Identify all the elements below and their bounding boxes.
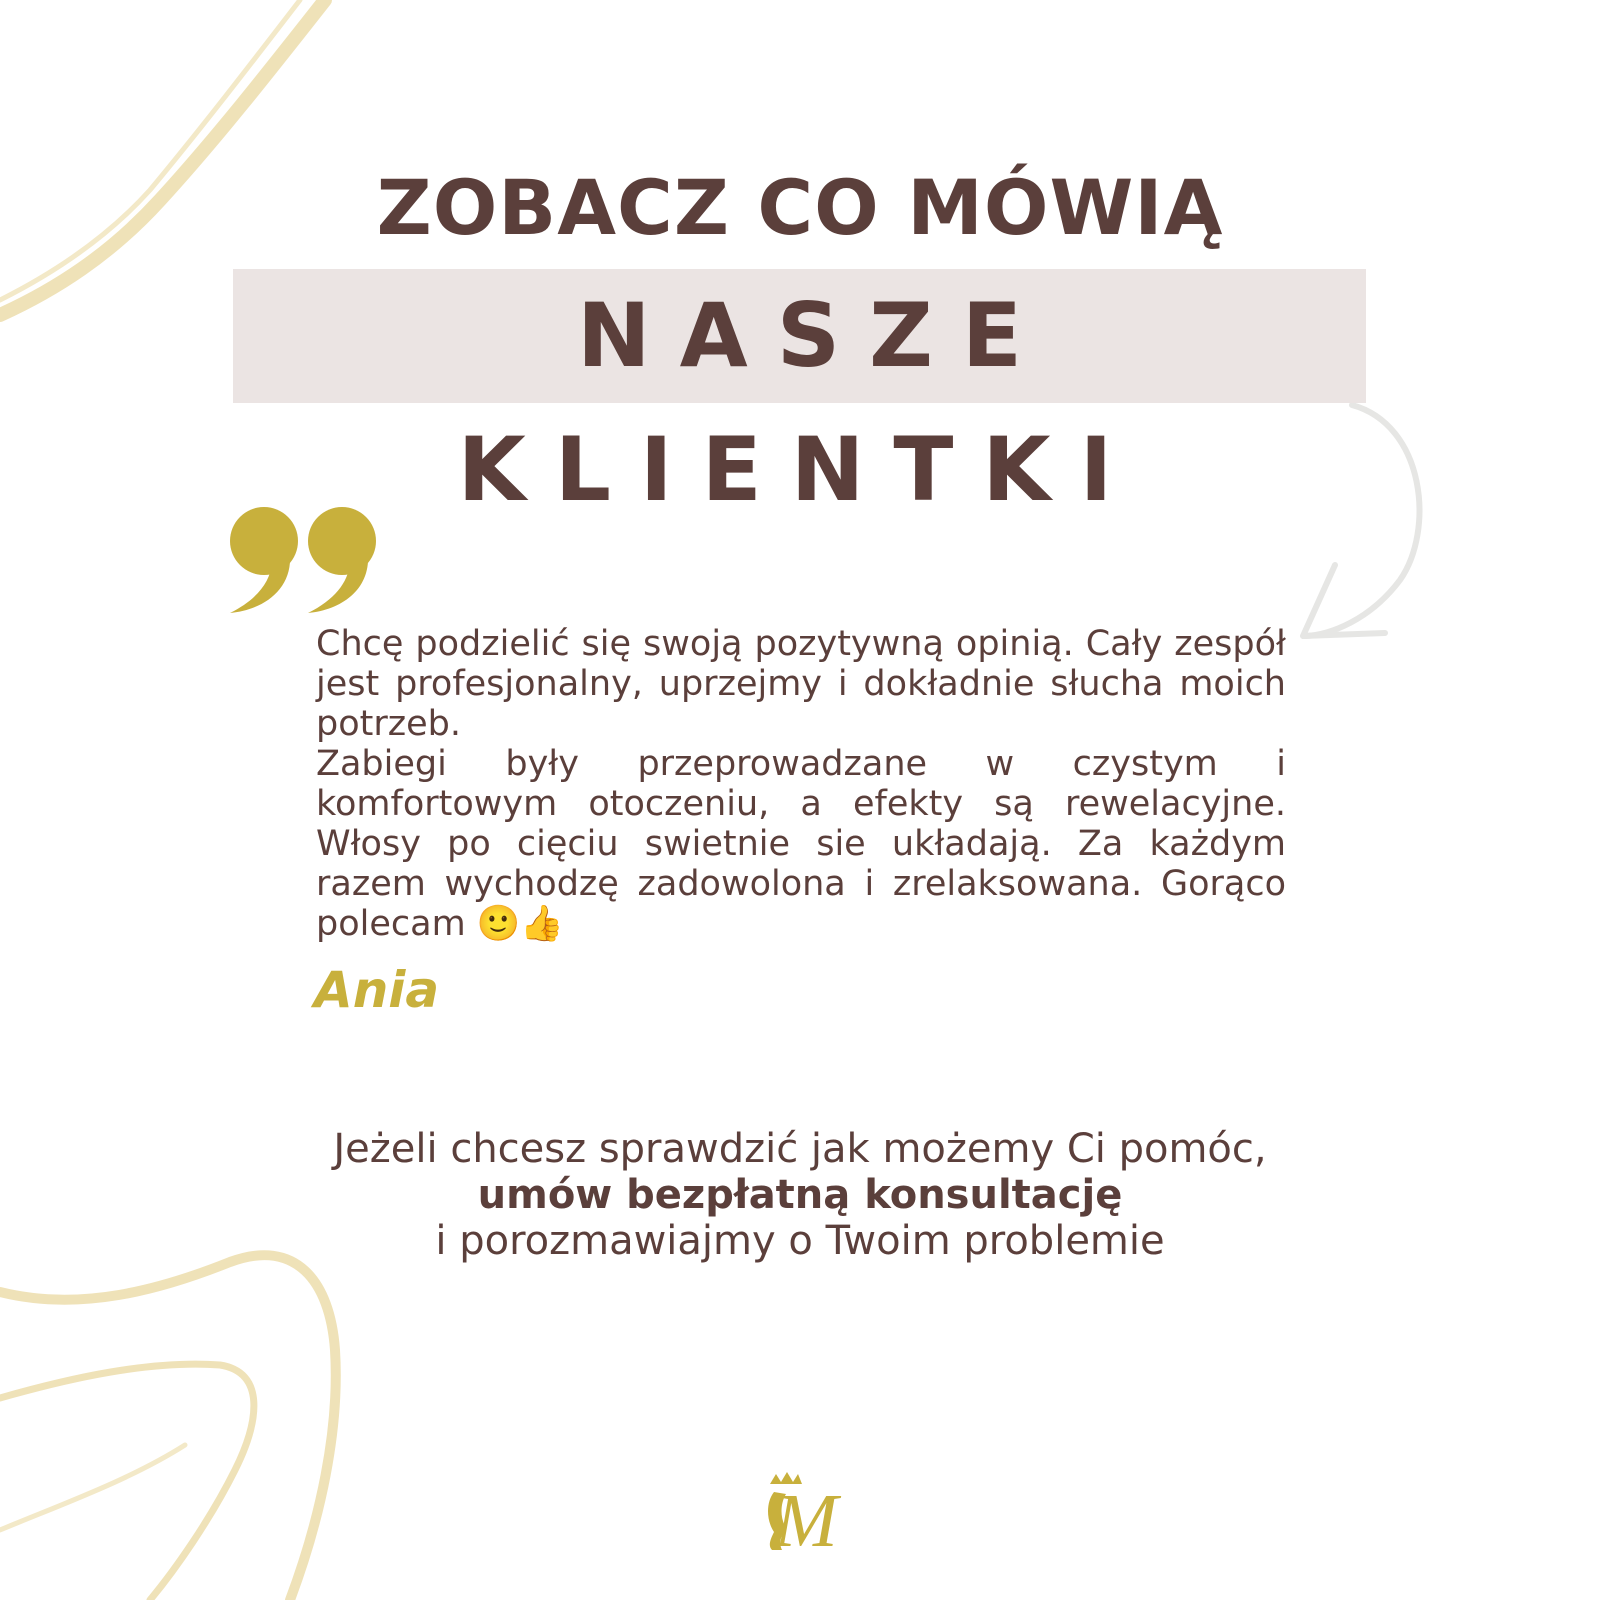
bottom-left-stroke-2 [0, 1364, 254, 1600]
cta-line-2: umów bezpłatną konsultację [477, 1172, 1123, 1218]
call-to-action [0, 1126, 1600, 1264]
curved-arrow-icon [1303, 405, 1419, 636]
crown-m-logo-icon [760, 1470, 844, 1552]
testimonial-author: Ania [314, 961, 440, 1019]
testimonial-text [316, 624, 1286, 944]
bottom-left-stroke-1 [0, 1255, 336, 1600]
testimonial-paragraph-1: Chcę podzielić się swoją pozytywną opinią. Cały zespół jest profesjonalny, uprzejmy i dokładnie słucha moich potrzeb. [316, 624, 1286, 744]
bottom-left-stroke-3 [0, 1445, 185, 1530]
logo-letter: M [774, 1479, 838, 1552]
heading-line-1: ZOBACZ CO MÓWIĄ [376, 163, 1224, 252]
cta-line-1: Jeżeli chcesz sprawdzić jak możemy Ci pomóc, [333, 1126, 1267, 1172]
heading-line-2: NASZE KLIENTKI [457, 284, 1142, 521]
quote-mark-icon [228, 505, 380, 617]
cta-line-3: i porozmawiajmy o Twoim problemie [435, 1218, 1165, 1264]
testimonial-paragraph-2: Zabiegi były przeprowadzane w czystym i komfortowym otoczeniu, a efekty są rewelacyjne. Włosy po cięciu swietnie sie układają. Za każdym razem wychodzę zadowolona i zrelaksowana. Gorąco polecam 🙂👍 [316, 744, 1286, 944]
